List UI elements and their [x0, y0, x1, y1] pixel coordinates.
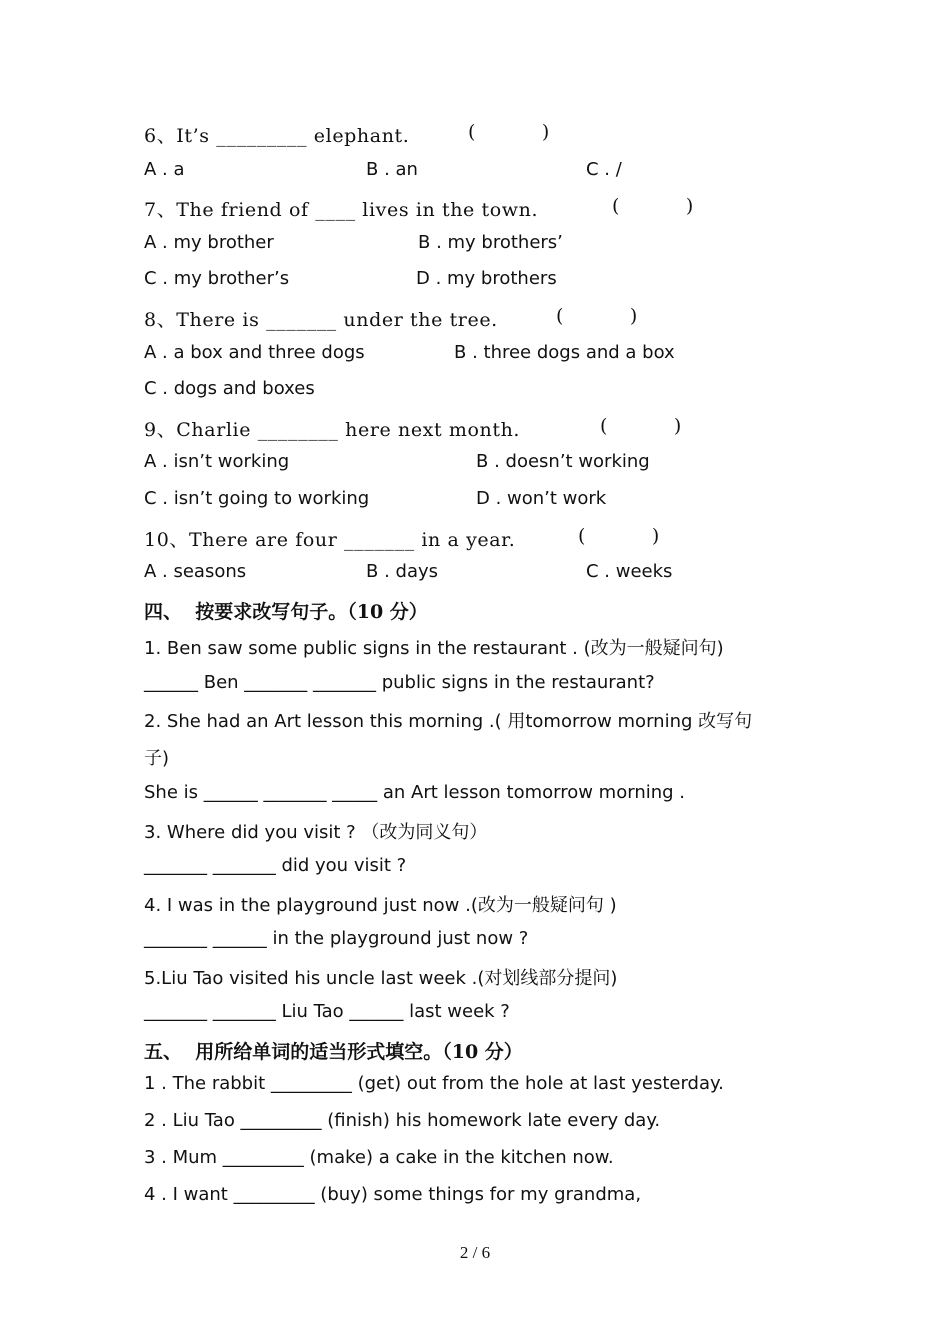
question-7-option-a: A . my brother — [144, 232, 274, 253]
question-7-answer-paren: ( ) — [612, 195, 694, 217]
section-4-line: ______ Ben _______ _______ public signs in the restaurant? — [144, 672, 655, 693]
question-9-answer-paren: ( ) — [600, 415, 682, 437]
question-6-option-c: C . / — [586, 159, 622, 180]
question-8-option-a: A . a box and three dogs — [144, 342, 365, 363]
section-4-line: _______ _______ Liu Tao ______ last week ? — [144, 1001, 510, 1022]
section-4-line: 4. I was in the playground just now .(改为一般疑问句 ) — [144, 895, 617, 916]
question-6-option-a: A . a — [144, 159, 185, 180]
question-7-option-b: B . my brothers’ — [418, 232, 563, 253]
section-4-line: 子) — [144, 748, 170, 769]
section-4-line: She is ______ _______ _____ an Art lesson tomorrow morning . — [144, 782, 686, 803]
question-6-option-b: B . an — [366, 159, 418, 180]
question-7-option-d: D . my brothers — [416, 268, 557, 289]
question-10-option-b: B . days — [366, 561, 438, 582]
page-number: 2 / 6 — [459, 1243, 491, 1262]
section-5-line: 3 . Mum _________ (make) a cake in the kitchen now. — [144, 1147, 614, 1168]
question-7-option-c: C . my brother’s — [144, 268, 290, 289]
question-10-option-c: C . weeks — [586, 561, 673, 582]
section-4-line: 2. She had an Art lesson this morning .( 用tomorrow morning 改写句 — [144, 711, 753, 732]
question-8-stem: 8、There is _______ under the tree. — [144, 309, 498, 331]
question-10-answer-paren: ( ) — [578, 525, 660, 547]
question-9-option-a: A . isn’t working — [144, 451, 290, 472]
question-9-option-c: C . isn’t going to working — [144, 488, 370, 509]
section-5-line: 2 . Liu Tao _________ (finish) his homework late every day. — [144, 1110, 661, 1131]
question-9-stem: 9、Charlie ________ here next month. — [144, 419, 521, 441]
question-9-option-b: B . doesn’t working — [476, 451, 650, 472]
section-5-line: 1 . The rabbit _________ (get) out from the hole at last yesterday. — [144, 1073, 724, 1094]
question-8-option-b: B . three dogs and a box — [454, 342, 675, 363]
question-6-answer-paren: ( ) — [468, 121, 550, 143]
section-4-line: _______ ______ in the playground just now ? — [144, 928, 529, 949]
question-7-stem: 7、The friend of ____ lives in the town. — [144, 199, 539, 221]
section-4-line: 3. Where did you visit ? （改为同义句） — [144, 822, 488, 843]
question-8-answer-paren: ( ) — [556, 305, 638, 327]
question-10-option-a: A . seasons — [144, 561, 247, 582]
section-5-heading: 五、 用所给单词的适当形式填空。（10 分） — [144, 1041, 523, 1063]
question-6-stem: 6、It’s _________ elephant. — [144, 125, 410, 147]
question-8-option-c: C . dogs and boxes — [144, 378, 315, 399]
question-10-stem: 10、There are four _______ in a year. — [144, 529, 516, 551]
section-4-line: 1. Ben saw some public signs in the restaurant . (改为一般疑问句) — [144, 638, 724, 659]
section-5-line: 4 . I want _________ (buy) some things for my grandma, — [144, 1184, 642, 1205]
section-4-line: 5.Liu Tao visited his uncle last week .(对划线部分提问) — [144, 968, 618, 989]
question-9-option-d: D . won’t work — [476, 488, 607, 509]
section-4-heading: 四、 按要求改写句子。（10 分） — [144, 601, 428, 623]
section-4-line: _______ _______ did you visit ? — [144, 855, 407, 876]
